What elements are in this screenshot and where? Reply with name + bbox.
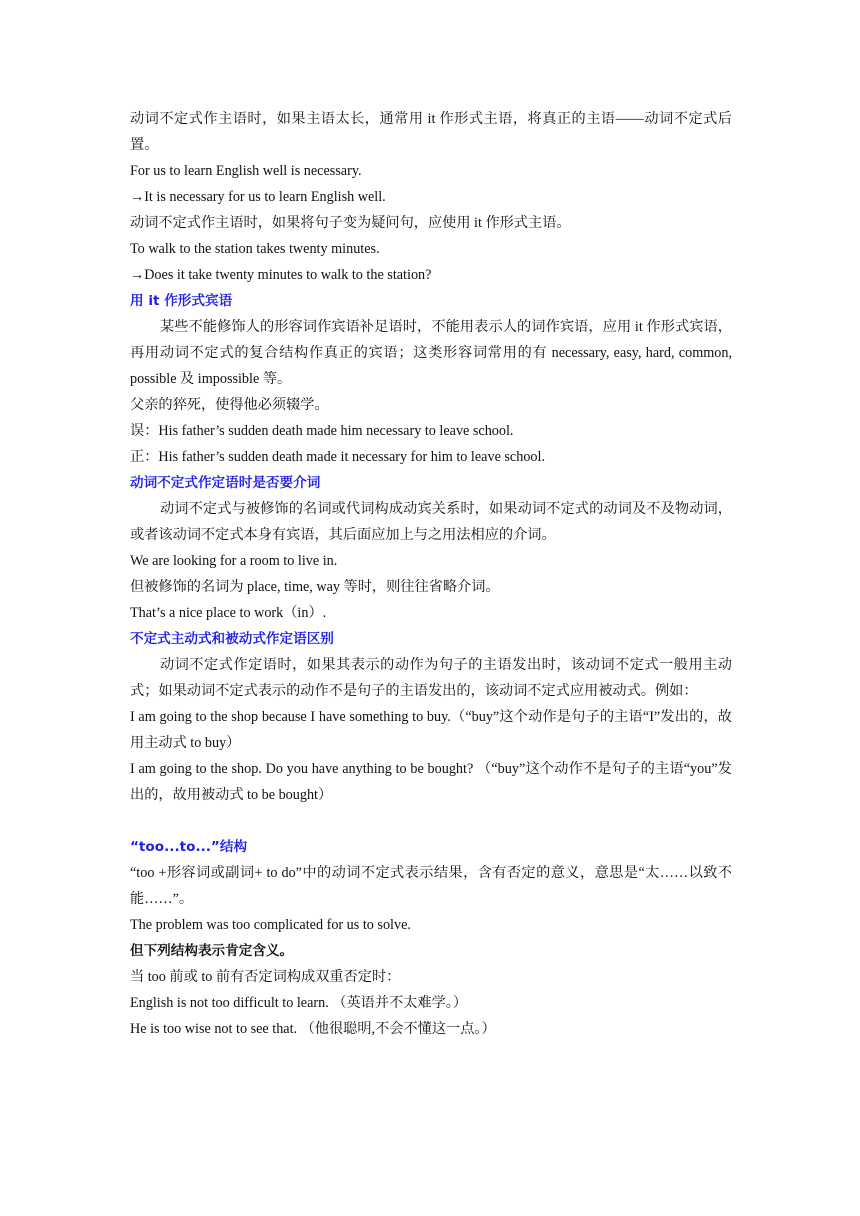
section-heading: 用 it 作形式宾语 (130, 293, 233, 309)
paragraph: 某些不能修饰人的形容词作宾语补足语时，不能用表示人的词作宾语，应用 it 作形式宾语，再用动词不定式的复合结构作真正的宾语；这类形容词常用的有 necessary, easy, hard, common, possible 及 impossible 等。 (130, 319, 732, 387)
example-sentence: For us to learn English well is necessary. (130, 163, 362, 179)
example-sentence: I am going to the shop because I have something to buy.（“buy”这个动作是句子的主语“I”发出的，故用主动式 to buy） (130, 709, 732, 751)
example-sentence: We are looking for a room to live in. (130, 553, 338, 569)
right-example: 正：His father’s sudden death made it necessary for him to leave school. (130, 449, 545, 465)
bold-note: 但下列结构表示肯定含义。 (130, 943, 294, 959)
example-sentence: →It is necessary for us to learn English well. (130, 189, 386, 205)
paragraph: 父亲的猝死，使得他必须辍学。 (130, 397, 329, 413)
paragraph: 当 too 前或 to 前有否定词构成双重否定时： (130, 969, 401, 985)
paragraph: 动词不定式与被修饰的名词或代词构成动宾关系时，如果动词不定式的动词及不及物动词，或者该动词不定式本身有宾语，其后面应加上与之用法相应的介词。 (130, 501, 732, 543)
paragraph: 动词不定式作定语时，如果其表示的动作为句子的主语发出时，该动词不定式一般用主动式；如果动词不定式表示的动作不是句子的主语发出的，该动词不定式应用被动式。例如： (130, 657, 732, 699)
section-heading: “too...to...”结构 (130, 839, 248, 855)
blank-line (130, 808, 732, 834)
example-sentence: He is too wise not to see that. （他很聪明,不会不懂这一点。） (130, 1021, 496, 1037)
paragraph: 但被修饰的名词为 place, time, way 等时，则往往省略介词。 (130, 579, 500, 595)
paragraph: 动词不定式作主语时，如果将句子变为疑问句，应使用 it 作形式主语。 (130, 215, 571, 231)
example-sentence: I am going to the shop. Do you have anything to be bought? （“buy”这个动作不是句子的主语“you”发出的，故用被动式 to be bought） (130, 761, 732, 803)
example-sentence: To walk to the station takes twenty minutes. (130, 241, 380, 257)
example-sentence: →Does it take twenty minutes to walk to the station? (130, 267, 432, 283)
section-heading: 动词不定式作定语时是否要介词 (130, 475, 321, 491)
document-body (130, 106, 732, 1042)
paragraph: “too +形容词或副词+ to do”中的动词不定式表示结果，含有否定的意义，意思是“太……以致不能……”。 (130, 865, 732, 907)
wrong-example: 误：His father’s sudden death made him necessary to leave school. (130, 423, 514, 439)
example-sentence: English is not too difficult to learn. （英语并不太难学。） (130, 995, 468, 1011)
paragraph: 动词不定式作主语时，如果主语太长，通常用 it 作形式主语，将真正的主语——动词不定式后置。 (130, 111, 732, 153)
example-sentence: That’s a nice place to work（in）. (130, 605, 327, 621)
example-sentence: The problem was too complicated for us to solve. (130, 917, 411, 933)
section-heading: 不定式主动式和被动式作定语区别 (130, 631, 334, 647)
